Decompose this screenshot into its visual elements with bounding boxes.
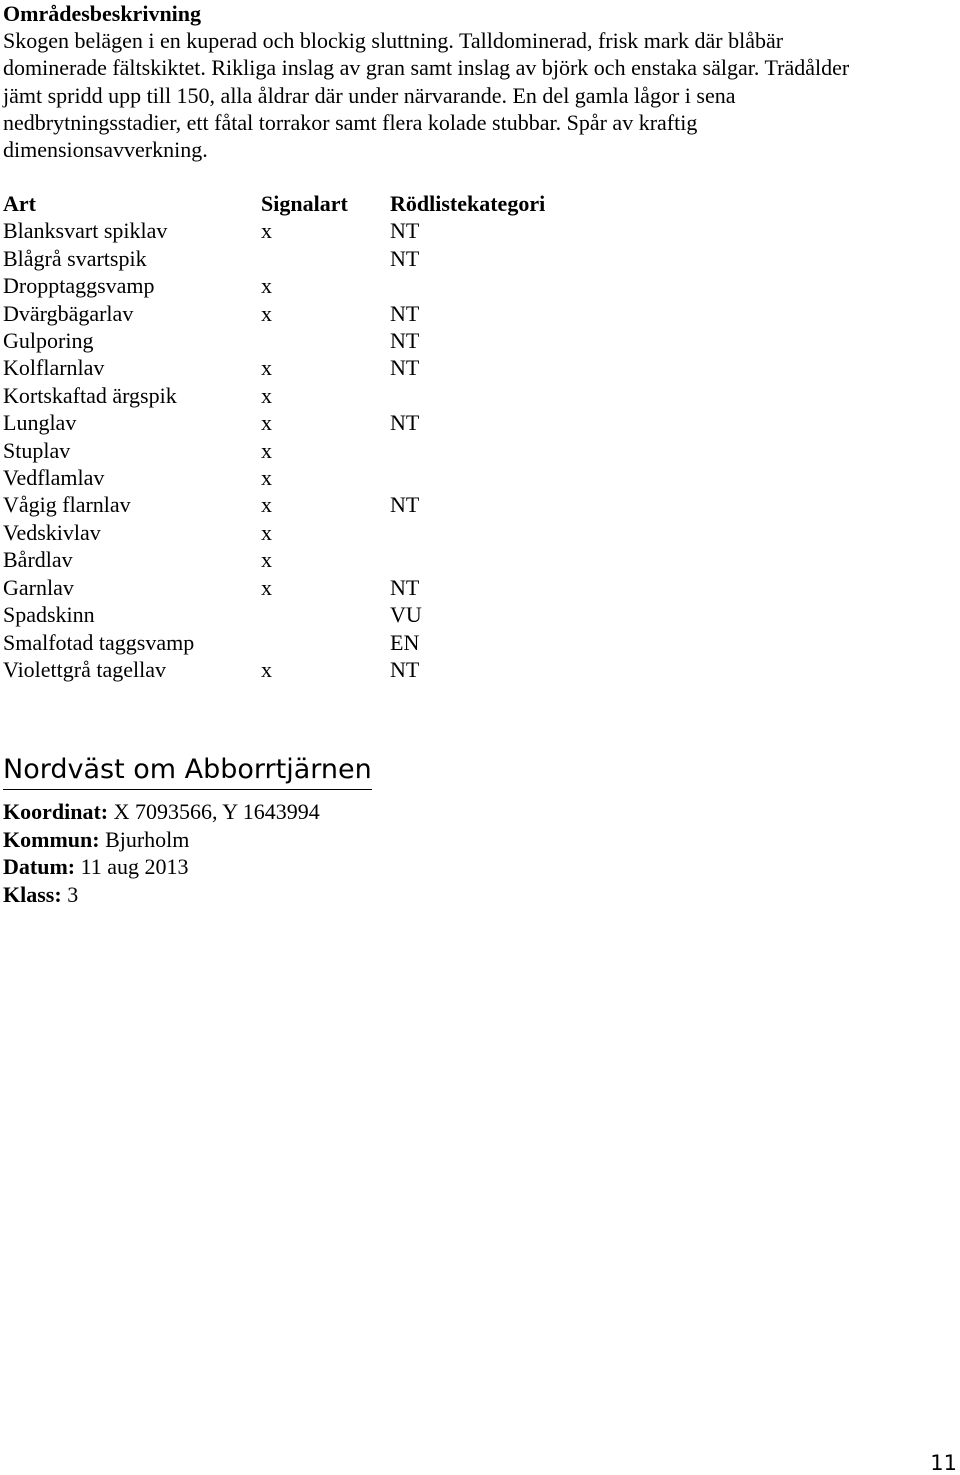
page-number: 11 [930,1451,957,1475]
signal-species-mark [261,629,390,656]
species-name: Violettgrå tagellav [3,656,167,682]
site-metadata [3,798,320,908]
table-row [3,354,590,381]
table-row [3,656,590,683]
coordinate-row [3,798,320,826]
site-title: Nordväst om Abborrtjärnen [3,752,372,790]
municipality-label: Kommun: [3,826,100,852]
species-name: Vedskivlav [3,519,101,545]
date-row [3,853,320,881]
signal-species-mark: x [261,519,272,545]
municipality-row [3,826,320,854]
header-rodlistekategori: Rödlistekategori [390,191,546,216]
municipality-value: Bjurholm [99,826,190,852]
table-row [3,437,590,464]
date-value: 11 aug 2013 [75,854,189,879]
table-row [3,327,590,354]
signal-species-mark: x [261,492,272,518]
species-name: Spadskinn [3,602,95,628]
red-list-category [390,546,590,573]
table-row [3,245,590,272]
table-row [3,629,590,656]
species-table [3,190,590,683]
table-row [3,574,590,601]
red-list-category: NT [390,218,420,244]
red-list-category [390,382,590,409]
species-name: Blanksvart spiklav [3,218,168,244]
red-list-category [390,437,590,464]
species-name: Dvärgbägarlav [3,300,134,326]
area-description-text: Skogen belägen i en kuperad och blockig sluttning. Talldominerad, frisk mark där blåbär dominerade fältskiktet. Rikliga inslag av gran samt inslag av björk och enstaka sälgar. Trädålder jämt spridd upp till 150, alla åldrar där under närvarande. En del gamla lågor i sena nedbrytningsstadier, ett fåtal torrakor samt flera kolade stubbar. Spår av kraftig dimensionsavverkning. [3,28,850,163]
signal-species-mark [261,327,390,354]
area-description-heading: Områdesbeskrivning [3,1,202,26]
red-list-category: NT [390,355,420,381]
species-name: Stuplav [3,437,71,463]
species-table-header-row [3,190,590,217]
red-list-category: VU [390,602,422,628]
red-list-category [390,464,590,491]
signal-species-mark: x [261,547,272,573]
signal-species-mark [261,245,390,272]
class-value: 3 [61,881,79,907]
table-row [3,491,590,518]
species-name: Kolflarnlav [3,355,105,381]
signal-species-mark: x [261,218,272,244]
red-list-category: NT [390,492,420,518]
red-list-category: NT [390,410,420,436]
red-list-category: NT [390,656,420,682]
header-art: Art [3,191,36,216]
table-row [3,464,590,491]
coordinate-label: Koordinat: [3,799,109,824]
species-name: Dropptaggsvamp [3,273,155,299]
species-name: Vedflamlav [3,465,105,491]
table-row [3,300,590,327]
species-name: Kortskaftad ärgspik [3,382,177,408]
red-list-category [390,519,590,546]
signal-species-mark: x [261,300,272,326]
signal-species-mark: x [261,465,272,491]
table-row [3,272,590,299]
species-name: Vågig flarnlav [3,492,131,518]
coordinate-value: X 7093566, Y 1643994 [108,799,320,824]
signal-species-mark: x [261,273,272,299]
table-row [3,382,590,409]
species-name: Lunglav [3,410,77,436]
table-row [3,409,590,436]
red-list-category: NT [390,300,420,326]
signal-species-mark: x [261,410,272,436]
species-name: Garnlav [3,574,74,600]
signal-species-mark: x [261,355,272,381]
table-row [3,217,590,244]
species-name: Bårdlav [3,547,73,573]
red-list-category: NT [390,574,420,600]
signal-species-mark [261,601,390,628]
red-list-category: NT [390,245,420,271]
signal-species-mark: x [261,656,272,682]
species-name: Smalfotad taggsvamp [3,629,195,655]
signal-species-mark: x [261,574,272,600]
signal-species-mark: x [261,437,272,463]
class-row [3,881,320,909]
species-name: Blågrå svartspik [3,245,147,271]
table-row [3,546,590,573]
red-list-category: NT [390,328,420,354]
signal-species-mark: x [261,382,272,408]
species-name: Gulporing [3,328,94,354]
red-list-category: EN [390,629,420,655]
header-signalart: Signalart [261,191,348,216]
class-label: Klass: [3,881,62,907]
table-row [3,601,590,628]
table-row [3,519,590,546]
red-list-category [390,272,590,299]
date-label: Datum: [3,854,76,879]
